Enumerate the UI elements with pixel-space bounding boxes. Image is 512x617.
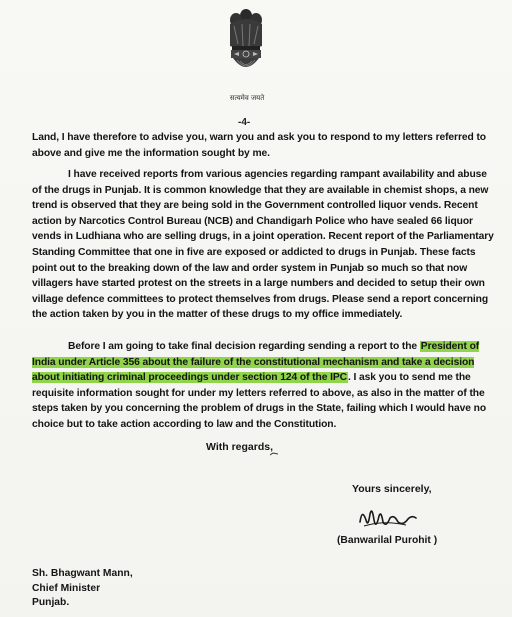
page-number: -4-	[238, 117, 251, 128]
pen-mark-icon	[270, 452, 278, 456]
signer-name: (Banwarilal Purohit )	[337, 535, 438, 546]
closing-sincerely: Yours sincerely,	[352, 483, 432, 495]
closing-regards: With regards,	[206, 441, 273, 453]
paragraph-text-before: Before I am going to take final decision regarding sending a report to the	[68, 341, 420, 352]
recipient-place: Punjab.	[32, 597, 70, 608]
lion-capital-emblem-icon	[224, 6, 268, 94]
highlighted-text: President of India under Article 356 about the failure of the constitutional mechanism and take a decision about initiating criminal proceedings under section 124 of the IPC	[32, 341, 480, 384]
paragraph-drug-reports: I have received reports from various agencies regarding rampant availability and abuse of the drugs in Punjab. It is common knowledge that they are available in chemist shops, a new trend is observed that they are being sold in the Government controlled liquor vends. Recent action by Narcotics Control Bureau (NCB) and Chandigarh Police who have sealed 66 liquor vends in Ludhiana who are selling drugs, in a joint operation. Recent report of the Parliamentary Standing Committee that one in five are exposed or addicted to drugs in Punjab. These facts point out to the breaking down of the law and order system in Punjab so much so that now villagers have started protest on the streets in a large numbers and decided to setup their own village defence committees to protect themselves from drugs. Please send a report concerning the action taken by you in the matter of these drugs to my office immediately.	[32, 169, 494, 321]
paragraph-final-decision	[32, 339, 498, 433]
paragraph-text-after: . I ask you to send me the requisite information sought for under my letters referred to above, as also in the matter of the steps taken by you concerning the problem of drugs in the State, failing which I would have no choice but to take action according to law and the Constitution.	[32, 372, 487, 430]
recipient-block	[32, 567, 133, 611]
recipient-title: Chief Minister	[32, 582, 101, 594]
handwritten-signature-icon	[356, 500, 418, 534]
recipient-name: Sh. Bhagwant Mann,	[32, 568, 133, 579]
national-motto: सत्यमेव जयते	[229, 94, 265, 102]
paragraph-intro: Land, I have therefore to advise you, warn you and ask you to respond to my letters referred to above and give me the information sought by me.	[32, 132, 486, 159]
